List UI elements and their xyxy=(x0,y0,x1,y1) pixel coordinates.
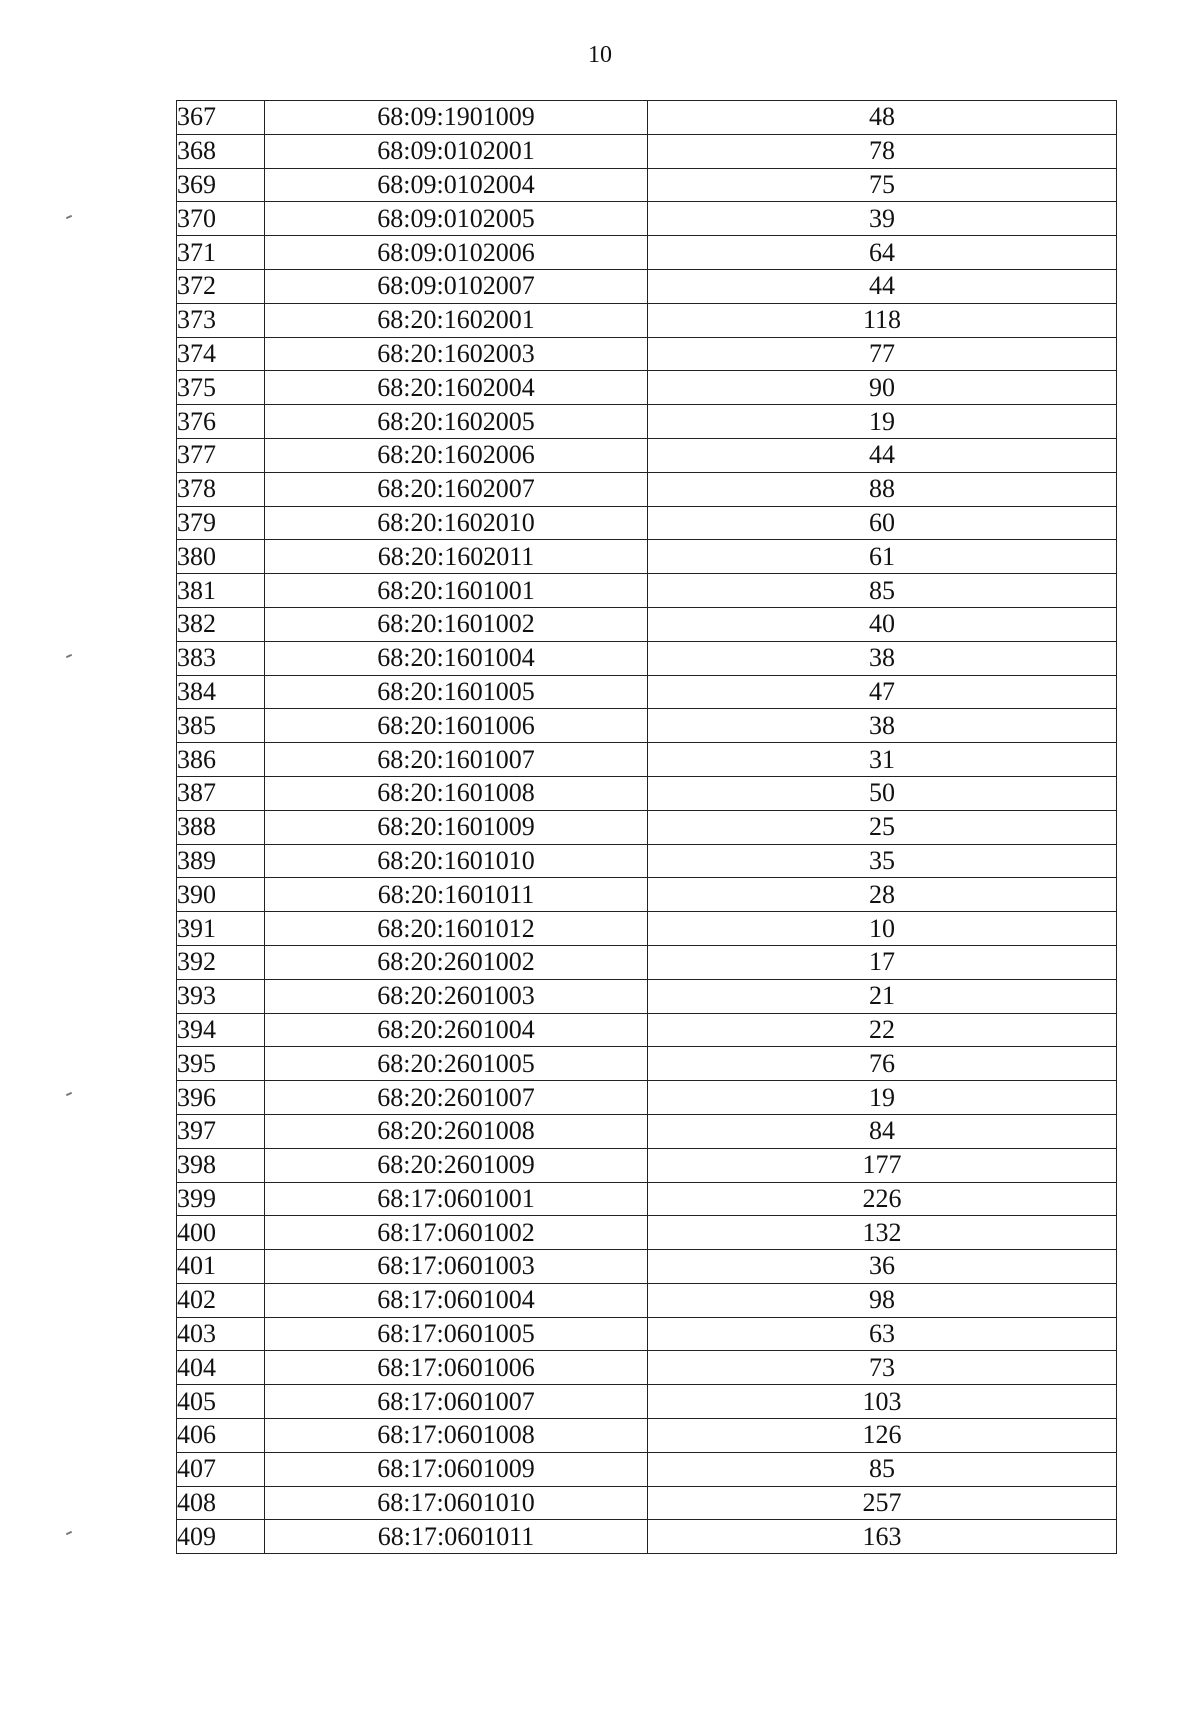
value-cell: 25 xyxy=(648,810,1117,844)
cadastral-code-cell: 68:20:1601004 xyxy=(265,641,648,675)
cadastral-code-cell: 68:20:2601009 xyxy=(265,1148,648,1182)
value-cell: 226 xyxy=(648,1182,1117,1216)
row-number-cell: 377 xyxy=(177,438,265,472)
cadastral-code-cell: 68:20:1602007 xyxy=(265,472,648,506)
value-cell: 19 xyxy=(648,1081,1117,1115)
cadastral-code-cell: 68:17:0601006 xyxy=(265,1351,648,1385)
row-number-cell: 389 xyxy=(177,844,265,878)
value-cell: 19 xyxy=(648,405,1117,439)
value-cell: 63 xyxy=(648,1317,1117,1351)
value-cell: 35 xyxy=(648,844,1117,878)
value-cell: 85 xyxy=(648,574,1117,608)
value-cell: 44 xyxy=(648,269,1117,303)
cadastral-code-cell: 68:20:2601005 xyxy=(265,1047,648,1081)
value-cell: 28 xyxy=(648,878,1117,912)
cadastral-code-cell: 68:20:2601004 xyxy=(265,1013,648,1047)
cadastral-code-cell: 68:20:1601008 xyxy=(265,776,648,810)
table-row xyxy=(177,810,1117,844)
value-cell: 118 xyxy=(648,303,1117,337)
table-row xyxy=(177,641,1117,675)
row-number-cell: 404 xyxy=(177,1351,265,1385)
row-number-cell: 403 xyxy=(177,1317,265,1351)
table-row xyxy=(177,236,1117,270)
cadastral-code-cell: 68:20:1602004 xyxy=(265,371,648,405)
cadastral-code-cell: 68:20:1601006 xyxy=(265,709,648,743)
value-cell: 73 xyxy=(648,1351,1117,1385)
cadastral-code-cell: 68:20:1602001 xyxy=(265,303,648,337)
table-row xyxy=(177,1317,1117,1351)
row-number-cell: 385 xyxy=(177,709,265,743)
value-cell: 21 xyxy=(648,979,1117,1013)
value-cell: 163 xyxy=(648,1520,1117,1554)
value-cell: 10 xyxy=(648,912,1117,946)
scan-mark xyxy=(66,1092,72,1096)
value-cell: 47 xyxy=(648,675,1117,709)
cadastral-code-cell: 68:20:1601002 xyxy=(265,607,648,641)
cadastral-code-cell: 68:17:0601001 xyxy=(265,1182,648,1216)
cadastral-code-cell: 68:20:1601007 xyxy=(265,743,648,777)
row-number-cell: 399 xyxy=(177,1182,265,1216)
table-row xyxy=(177,405,1117,439)
row-number-cell: 391 xyxy=(177,912,265,946)
cadastral-code-cell: 68:20:2601002 xyxy=(265,945,648,979)
table-row xyxy=(177,607,1117,641)
cadastral-code-cell: 68:09:0102004 xyxy=(265,168,648,202)
value-cell: 76 xyxy=(648,1047,1117,1081)
value-cell: 38 xyxy=(648,709,1117,743)
cadastral-code-cell: 68:20:1602010 xyxy=(265,506,648,540)
table-row xyxy=(177,1148,1117,1182)
value-cell: 98 xyxy=(648,1283,1117,1317)
value-cell: 22 xyxy=(648,1013,1117,1047)
table-row xyxy=(177,1486,1117,1520)
cadastral-code-cell: 68:20:1601005 xyxy=(265,675,648,709)
cadastral-code-cell: 68:20:2601003 xyxy=(265,979,648,1013)
row-number-cell: 409 xyxy=(177,1520,265,1554)
cadastral-code-cell: 68:17:0601010 xyxy=(265,1486,648,1520)
cadastral-code-cell: 68:09:0102007 xyxy=(265,269,648,303)
table-row xyxy=(177,134,1117,168)
cadastral-code-cell: 68:20:1602006 xyxy=(265,438,648,472)
row-number-cell: 368 xyxy=(177,134,265,168)
table-row xyxy=(177,202,1117,236)
cadastral-code-cell: 68:17:0601003 xyxy=(265,1250,648,1284)
value-cell: 40 xyxy=(648,607,1117,641)
row-number-cell: 378 xyxy=(177,472,265,506)
row-number-cell: 376 xyxy=(177,405,265,439)
table-row xyxy=(177,743,1117,777)
cadastral-code-cell: 68:20:1601012 xyxy=(265,912,648,946)
table-row xyxy=(177,506,1117,540)
data-table xyxy=(176,100,1117,1554)
scan-mark xyxy=(66,215,72,219)
value-cell: 48 xyxy=(648,101,1117,135)
value-cell: 50 xyxy=(648,776,1117,810)
value-cell: 177 xyxy=(648,1148,1117,1182)
row-number-cell: 406 xyxy=(177,1419,265,1453)
row-number-cell: 373 xyxy=(177,303,265,337)
row-number-cell: 390 xyxy=(177,878,265,912)
row-number-cell: 393 xyxy=(177,979,265,1013)
value-cell: 78 xyxy=(648,134,1117,168)
table-row xyxy=(177,472,1117,506)
cadastral-code-cell: 68:20:2601007 xyxy=(265,1081,648,1115)
cadastral-code-cell: 68:17:0601008 xyxy=(265,1419,648,1453)
row-number-cell: 374 xyxy=(177,337,265,371)
table-row xyxy=(177,1114,1117,1148)
cadastral-code-cell: 68:20:1601011 xyxy=(265,878,648,912)
table-body xyxy=(177,101,1117,1554)
value-cell: 39 xyxy=(648,202,1117,236)
row-number-cell: 387 xyxy=(177,776,265,810)
cadastral-code-cell: 68:09:0102001 xyxy=(265,134,648,168)
cadastral-code-cell: 68:20:1602011 xyxy=(265,540,648,574)
value-cell: 17 xyxy=(648,945,1117,979)
row-number-cell: 384 xyxy=(177,675,265,709)
value-cell: 132 xyxy=(648,1216,1117,1250)
table-row xyxy=(177,979,1117,1013)
value-cell: 38 xyxy=(648,641,1117,675)
row-number-cell: 369 xyxy=(177,168,265,202)
table-row xyxy=(177,1385,1117,1419)
value-cell: 31 xyxy=(648,743,1117,777)
table-row xyxy=(177,269,1117,303)
cadastral-code-cell: 68:17:0601007 xyxy=(265,1385,648,1419)
page-number: 10 xyxy=(588,42,612,68)
row-number-cell: 375 xyxy=(177,371,265,405)
value-cell: 88 xyxy=(648,472,1117,506)
row-number-cell: 394 xyxy=(177,1013,265,1047)
row-number-cell: 405 xyxy=(177,1385,265,1419)
table-row xyxy=(177,1081,1117,1115)
row-number-cell: 388 xyxy=(177,810,265,844)
table-row xyxy=(177,1047,1117,1081)
table-row xyxy=(177,1452,1117,1486)
row-number-cell: 372 xyxy=(177,269,265,303)
table-row xyxy=(177,371,1117,405)
table-row xyxy=(177,1216,1117,1250)
cadastral-code-cell: 68:09:0102006 xyxy=(265,236,648,270)
table-row xyxy=(177,337,1117,371)
table-row xyxy=(177,101,1117,135)
value-cell: 64 xyxy=(648,236,1117,270)
row-number-cell: 397 xyxy=(177,1114,265,1148)
value-cell: 60 xyxy=(648,506,1117,540)
table-row xyxy=(177,303,1117,337)
value-cell: 84 xyxy=(648,1114,1117,1148)
table-row xyxy=(177,878,1117,912)
table-row xyxy=(177,168,1117,202)
value-cell: 44 xyxy=(648,438,1117,472)
table-row xyxy=(177,776,1117,810)
row-number-cell: 401 xyxy=(177,1250,265,1284)
table-row xyxy=(177,844,1117,878)
cadastral-code-cell: 68:17:0601011 xyxy=(265,1520,648,1554)
table-row xyxy=(177,574,1117,608)
value-cell: 61 xyxy=(648,540,1117,574)
cadastral-code-cell: 68:20:1601010 xyxy=(265,844,648,878)
value-cell: 126 xyxy=(648,1419,1117,1453)
table-row xyxy=(177,1182,1117,1216)
table-row xyxy=(177,1013,1117,1047)
row-number-cell: 392 xyxy=(177,945,265,979)
value-cell: 75 xyxy=(648,168,1117,202)
table-row xyxy=(177,1419,1117,1453)
cadastral-code-cell: 68:20:2601008 xyxy=(265,1114,648,1148)
table-row xyxy=(177,1283,1117,1317)
cadastral-code-cell: 68:09:0102005 xyxy=(265,202,648,236)
cadastral-code-cell: 68:17:0601004 xyxy=(265,1283,648,1317)
scan-mark xyxy=(66,654,72,658)
table-row xyxy=(177,912,1117,946)
value-cell: 103 xyxy=(648,1385,1117,1419)
cadastral-code-cell: 68:17:0601005 xyxy=(265,1317,648,1351)
table-row xyxy=(177,709,1117,743)
cadastral-code-cell: 68:20:1602005 xyxy=(265,405,648,439)
table-row xyxy=(177,1250,1117,1284)
row-number-cell: 408 xyxy=(177,1486,265,1520)
row-number-cell: 371 xyxy=(177,236,265,270)
value-cell: 77 xyxy=(648,337,1117,371)
table-row xyxy=(177,438,1117,472)
row-number-cell: 407 xyxy=(177,1452,265,1486)
cadastral-code-cell: 68:17:0601009 xyxy=(265,1452,648,1486)
table-row xyxy=(177,540,1117,574)
row-number-cell: 370 xyxy=(177,202,265,236)
table-row xyxy=(177,1351,1117,1385)
cadastral-code-cell: 68:20:1602003 xyxy=(265,337,648,371)
row-number-cell: 381 xyxy=(177,574,265,608)
cadastral-code-cell: 68:17:0601002 xyxy=(265,1216,648,1250)
row-number-cell: 380 xyxy=(177,540,265,574)
table-row xyxy=(177,1520,1117,1554)
value-cell: 90 xyxy=(648,371,1117,405)
table-row xyxy=(177,675,1117,709)
row-number-cell: 395 xyxy=(177,1047,265,1081)
cadastral-code-cell: 68:20:1601009 xyxy=(265,810,648,844)
row-number-cell: 386 xyxy=(177,743,265,777)
row-number-cell: 402 xyxy=(177,1283,265,1317)
value-cell: 85 xyxy=(648,1452,1117,1486)
row-number-cell: 382 xyxy=(177,607,265,641)
row-number-cell: 367 xyxy=(177,101,265,135)
row-number-cell: 400 xyxy=(177,1216,265,1250)
value-cell: 36 xyxy=(648,1250,1117,1284)
row-number-cell: 383 xyxy=(177,641,265,675)
cadastral-code-cell: 68:09:1901009 xyxy=(265,101,648,135)
scan-mark xyxy=(66,1531,72,1535)
row-number-cell: 398 xyxy=(177,1148,265,1182)
cadastral-code-cell: 68:20:1601001 xyxy=(265,574,648,608)
row-number-cell: 379 xyxy=(177,506,265,540)
table-row xyxy=(177,945,1117,979)
row-number-cell: 396 xyxy=(177,1081,265,1115)
value-cell: 257 xyxy=(648,1486,1117,1520)
